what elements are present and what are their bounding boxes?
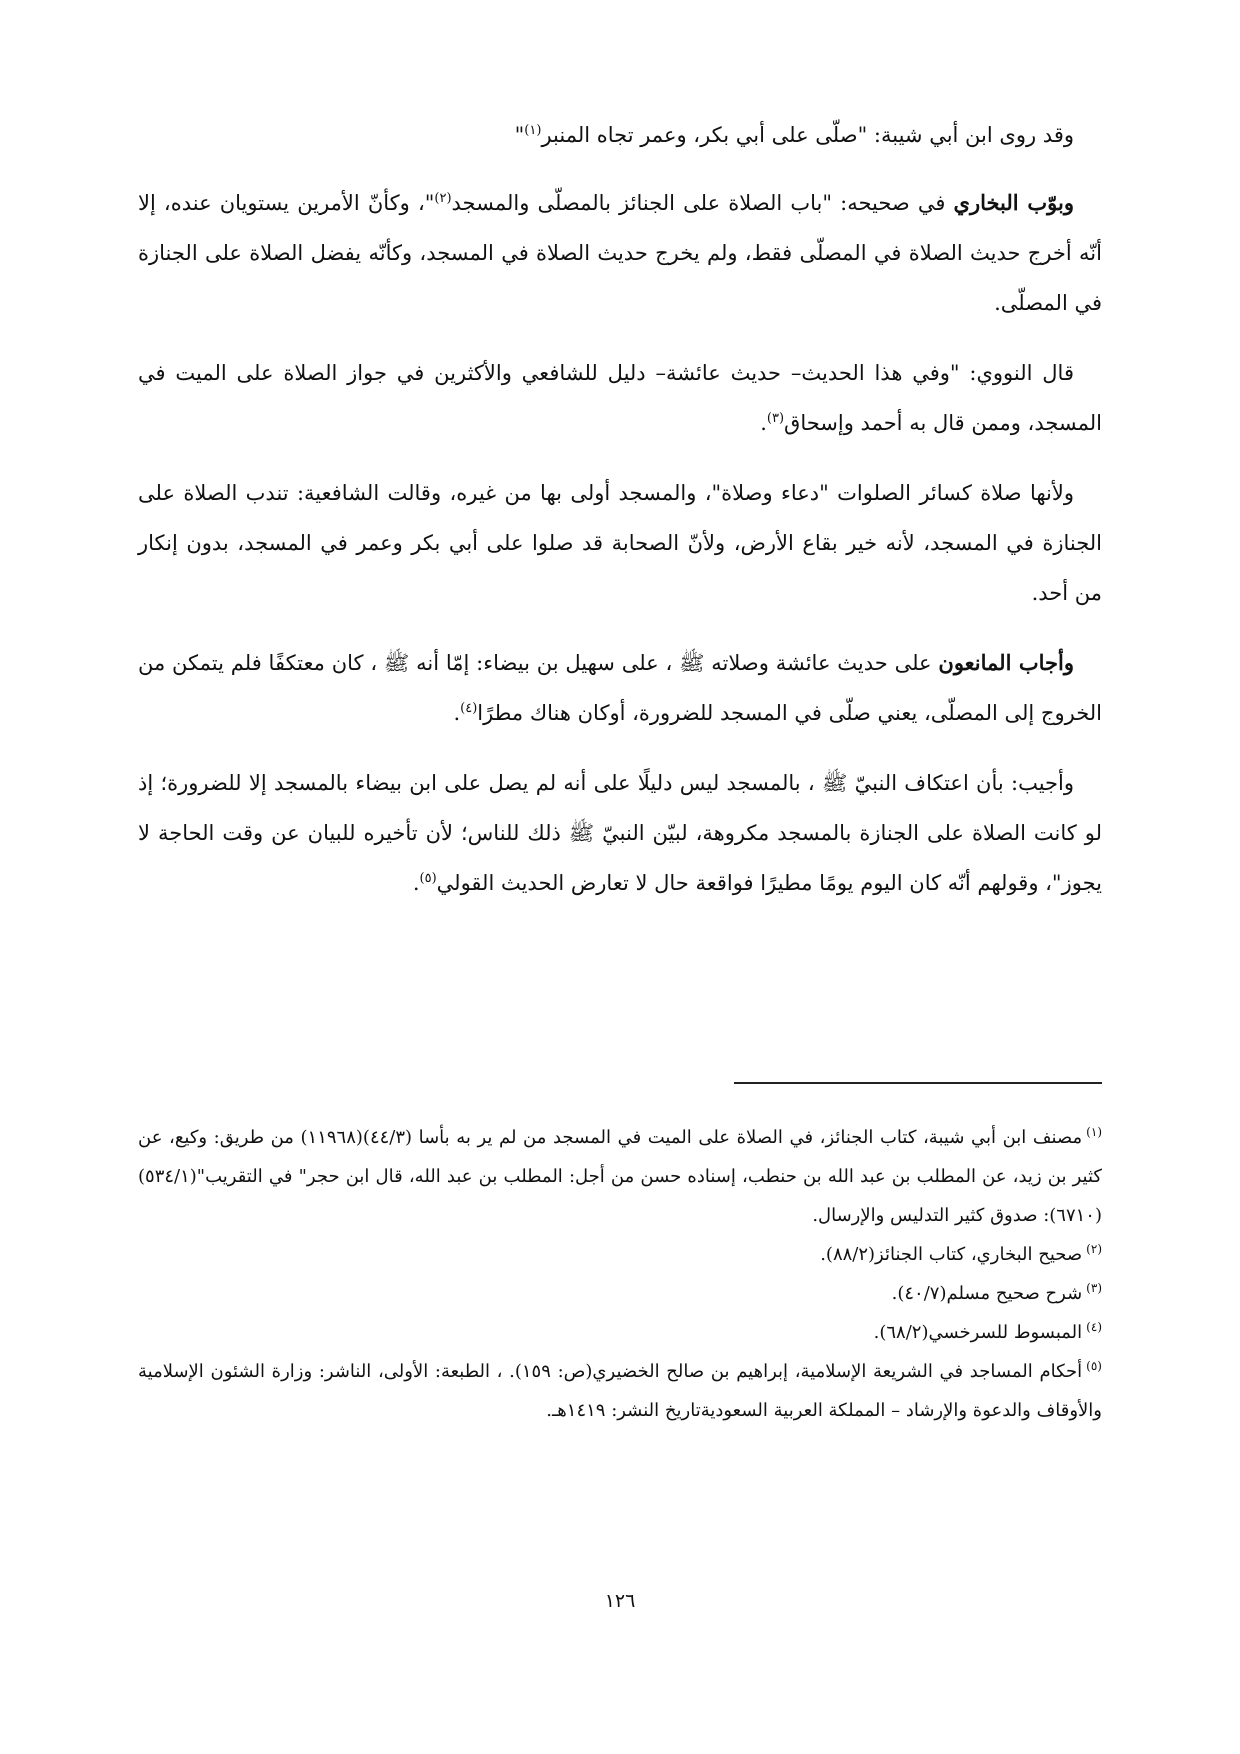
page-number: ١٢٦ (604, 1590, 636, 1612)
paragraph-3-tail: . (760, 411, 767, 435)
paragraph-1-tail: " (514, 123, 525, 147)
footnote-text: أحكام المساجد في الشريعة الإسلامية، إبراهيم بن صالح الخضيري(ص: ١٥٩). ، الطبعة: الأولى، الناشر: وزارة الشئون الإسلامية والأوقاف والدعوة والإرشاد – المملكة العربية السعوديةتاريخ النشر: ١٤١٩هـ. (138, 1361, 1102, 1421)
footnote-4 (138, 1313, 1102, 1352)
footnote-number: (٥) (1086, 1359, 1102, 1373)
footnote-text: صحيح البخاري، كتاب الجنائز(٨٨/٢). (820, 1244, 1083, 1265)
footnote-text: المبسوط للسرخسي(٦٨/٢). (873, 1322, 1083, 1343)
footnote-ref-5[interactable]: (٥) (419, 871, 437, 886)
footnote-ref-3[interactable]: (٣) (766, 411, 785, 426)
footnote-ref-1[interactable]: (١) (524, 123, 542, 138)
paragraph-1 (138, 110, 1102, 160)
paragraph-6-tail: . (412, 871, 420, 895)
footnote-2 (138, 1235, 1102, 1274)
footnote-number: (١) (1086, 1125, 1102, 1139)
paragraph-3-text: قال النووي: "وفي هذا الحديث– حديث عائشة– دليل للشافعي والأكثرين في جواز الصلاة على الميت في المسجد، وممن قال به أحمد وإسحاق (138, 361, 1102, 435)
paragraph-5 (138, 638, 1102, 738)
paragraph-2 (138, 178, 1102, 328)
paragraph-5-bold: وأجاب المانعون (938, 650, 1074, 675)
paragraph-3 (138, 348, 1102, 448)
paragraph-2-text-a: في صحيحه: "باب الصلاة على الجنائز بالمصلّى والمسجد (451, 191, 954, 215)
footnotes (138, 1118, 1102, 1430)
footnote-number: (٤) (1086, 1320, 1102, 1334)
footnote-text: مصنف ابن أبي شيبة، كتاب الجنائز، في الصلاة على الميت في المسجد من لم ير به بأسا (٤٤/٣)(١١٩٦٨) من طريق: وكيع، عن كثير بن زيد، عن المطلب بن عبد الله بن حنطب، إسناده حسن من أجل: المطلب بن عبد الله، قال ابن حجر" في التقريب"(٥٣٤/١)(٦٧١٠): صدوق كثير التدليس والإرسال. (138, 1127, 1102, 1226)
footnote-text: شرح صحيح مسلم(٤٠/٧). (891, 1283, 1083, 1304)
paragraph-5-text: على حديث عائشة وصلاته ﷺ ، على سهيل بن بيضاء: إمّا أنه ﷺ ، كان معتكفًا فلم يتمكن من الخروج إلى المصلّى، يعني صلّى في المسجد للضرورة، أوكان هناك مطرًا (138, 651, 1102, 725)
paragraph-6 (138, 758, 1102, 908)
paragraph-2-text-b: "، وكأنّ الأمرين يستويان عنده، إلا أنّه أخرج حديث الصلاة في المصلّى فقط، ولم يخرج حديث الصلاة في المسجد، وكأنّه يفضل الصلاة على الجنازة في المصلّى. (138, 191, 1102, 315)
footnote-number: (٢) (1086, 1242, 1102, 1256)
paragraph-6-text: وأجيب: بأن اعتكاف النبيّ ﷺ ، بالمسجد ليس دليلًا على أنه لم يصل على ابن بيضاء بالمسجد إلا للضرورة؛ إذ لو كانت الصلاة على الجنازة بالمسجد مكروهة، لبيّن النبيّ ﷺ ذلك للناس؛ لأن تأخيره للبيان عن وقت الحاجة لا يجوز"، وقولهم أنّه كان اليوم يومًا مطيرًا فواقعة حال لا تعارض الحديث القولي (138, 771, 1102, 895)
paragraph-4 (138, 468, 1102, 618)
footnote-5 (138, 1352, 1102, 1430)
paragraph-1-text: وقد روى ابن أبي شيبة: "صلّى على أبي بكر، وعمر تجاه المنبر (541, 123, 1074, 147)
footnote-ref-4[interactable]: (٤) (460, 701, 478, 716)
paragraph-2-bold: وبوّب البخاري (953, 190, 1074, 215)
paragraph-5-tail: . (453, 701, 461, 725)
footnote-3 (138, 1274, 1102, 1313)
footnote-1 (138, 1118, 1102, 1235)
footnote-ref-2[interactable]: (٢) (434, 191, 452, 206)
footnote-number: (٣) (1086, 1281, 1102, 1295)
footnote-separator (734, 1082, 1102, 1084)
paragraph-4-text: ولأنها صلاة كسائر الصلوات "دعاء وصلاة"، والمسجد أولى بها من غيره، وقالت الشافعية: تندب الصلاة على الجنازة في المسجد، لأنه خير بقاع الأرض، ولأنّ الصحابة قد صلوا على أبي بكر وعمر في المسجد، بدون إنكار من أحد. (138, 481, 1102, 605)
main-text (138, 110, 1102, 928)
